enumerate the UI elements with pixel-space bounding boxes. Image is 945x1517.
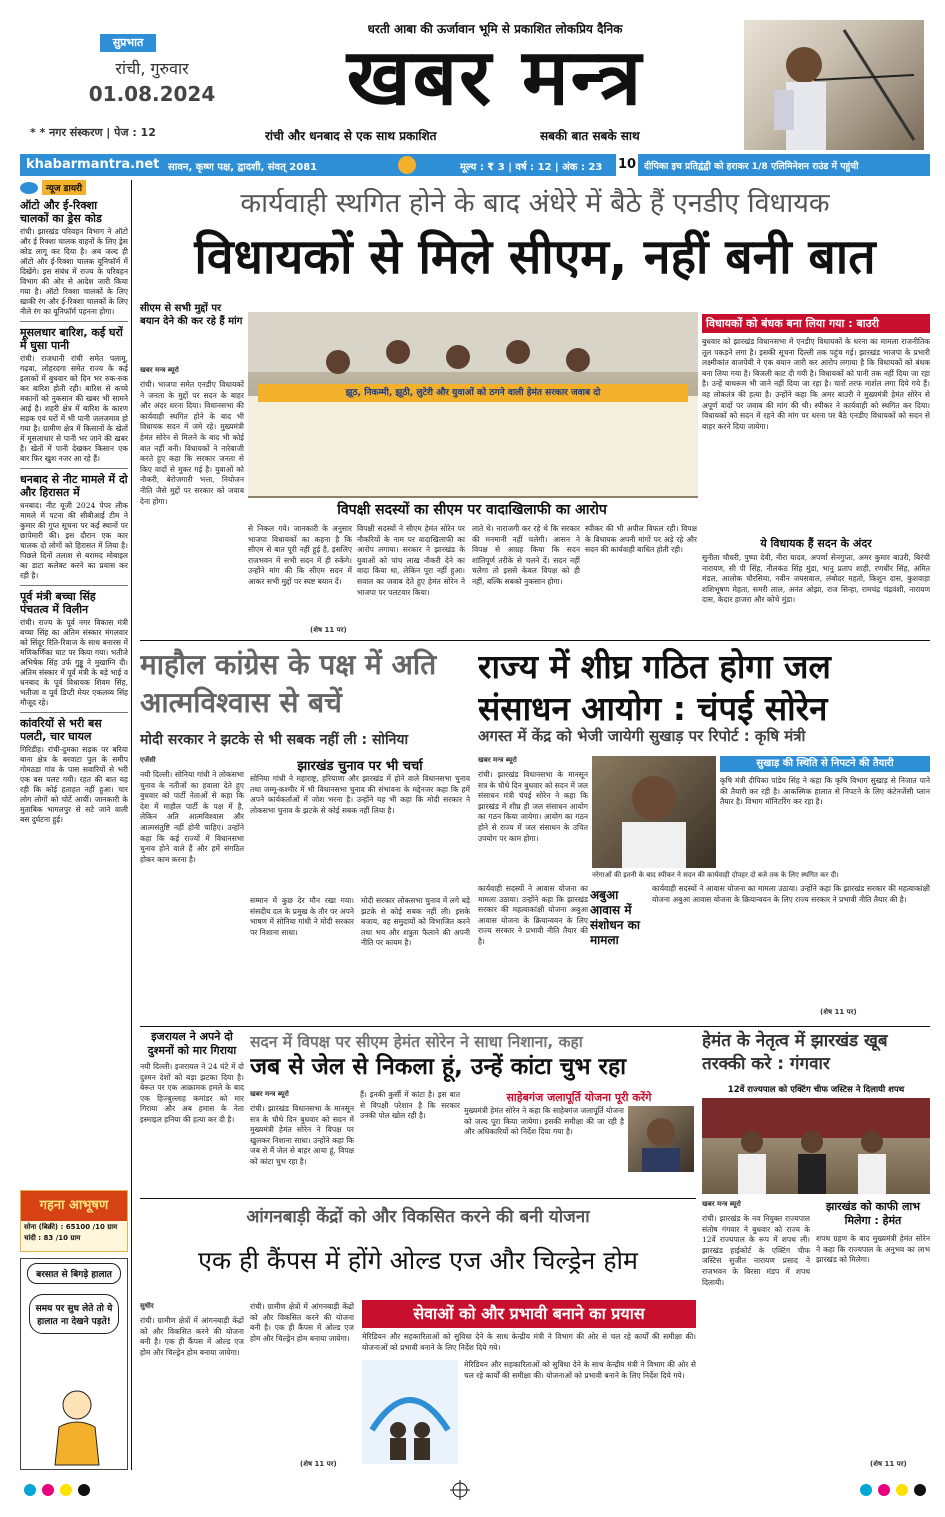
water-continue: (शेष 11 पर) [820, 1008, 857, 1016]
congress-headline: माहौल कांग्रेस के पक्ष में अति आत्मविश्वास से बचें [140, 648, 437, 719]
water-deck: अगस्त में केंद्र को भेजी जायेगी सुखाड़ पर रिपोर्ट : कृषि मंत्री [478, 727, 806, 745]
congress-body-col2: सम्मान में कुछ देर मौन रखा गया। संसदीय दल के प्रमुख के तौर पर अपने भाषण में सोनिया गांधी ने मोदी सरकार पर निशाना साधा। [250, 896, 354, 937]
gold-rate: सोना (बिक्री) : 65100 /10 ग्राम [24, 1223, 118, 1231]
congress-deck: मोदी सरकार ने झटके से भी सबक नहीं ली : सोनिया [140, 732, 409, 748]
oath-caption: 12वें राज्यपाल को एक्टिंग चीफ जस्टिस ने दिलायी शपथ [727, 1085, 905, 1095]
archer-photo [744, 20, 924, 150]
jewellery-ad [20, 1190, 128, 1252]
sahebganj-subhead: साहेबगंज जलापूर्ति योजना पूरी करेंगे [506, 1091, 652, 1104]
lead-continue: (शेष 11 पर) [310, 626, 347, 634]
hemant-body-col2: हैं। इनकी कुर्सी में कांटा है। इस बात से विपक्षी परेशान है कि सरकार उनकी पोल खोल रही है। [360, 1090, 460, 1121]
lead-body-col4: लाते थे। नाराजगी कर रहे थे कि सरकार की मनमानी नहीं चलेगी। आसन ने विपक्ष से आग्रह किया कि सदन शांतिपूर्ण तरीके से चलने दें। सदन नहीं चलेगा तो इससे केवल विपक्ष को ही नहीं, बल्कि सबको नुकसान होगा। [472, 524, 580, 586]
hemant-byline: खबर मन्त्र ब्यूरो [250, 1090, 289, 1098]
seva-body: मेरिडियन और सहकारिताओं को सुविधा देने के साथ केन्द्रीय मंत्री ने विभाग की ओर से चल रहे कार्यों की समीक्षा की। योजनाओं को प्रभावी बनाने के लिए निर्देश दिये गये। [362, 1332, 696, 1352]
ad-title: गहना आभूषण [21, 1191, 127, 1221]
ticker: दीपिका इच प्रतिद्वंद्वी को हराकर 1/8 एलिमिनेशन राउंड में पहुंची [644, 161, 859, 172]
protest-banner: झूठ, निकम्मी, झूठी, लुटेरी और युवाओं को ठगने वाली हेमंत सरकार जवाब दो [258, 384, 688, 402]
silver-rate: चांदी : 83 /10 ग्राम [24, 1234, 81, 1242]
oath-photo [702, 1098, 930, 1194]
anganwadi-continue: (शेष 11 पर) [300, 1460, 337, 1468]
tagline-bottom-left: रांची और धनबाद से एक साथ प्रकाशित [265, 129, 437, 143]
anganwadi-body-col1: रांची। ग्रामीण क्षेत्रों में आंगनबाड़ी केंद्रों को और विकसित करने की योजना बनी है। एक ही कैंपस में ओल्ड एज होम और चिल्ड्रेन होम बनाया जायेगा। [140, 1316, 244, 1357]
anganwadi-byline: सुधीर [140, 1302, 154, 1310]
sidebar-story: पूर्व मंत्री बच्चा सिंह पंचतत्व में विलीन रांची। राज्य के पूर्व नगर विकास मंत्री बच्चा सिंह का अंतिम संस्कार मंगलवार को सिंदूर रिति-रिवाज के साथ बनारस में मणिकर्णिका घाट पर किया गया। भतीजे अभिषेक सिंह उर्फ गुड्डू ने मुखाग्नि दी। अंतिम संस्कार में पूर्व मंत्री के बड़े भाई व धनबाद के पूर्व विधायक शिवम सिंह, भतीजा व पूर्व डिप्टी मेयर एकलव्य सिंह मौजूद रहे। [20, 585, 128, 708]
sahebganj-body: मुख्यमंत्री हेमंत सोरेन ने कहा कि साहेबगंज जलापूर्ति योजना को जल्द पूरा किया जायेगा। इसकी समीक्षा की जा रही है और अधिकारियों को निर्देश दिया गया है। [464, 1106, 624, 1137]
sidebar-story: मूसलधार बारिश, कई घरों में घुसा पानी रांची। राजधानी रांची समेत पलामू, गढ़वा, लोहरदगा समेत राज्य के कई इलाकों में बुधवार को दिन भर रुक-रुक कर बारिश होती रही। बारिश से कच्चे मकानों को नुकसान की खबर भी सामने आई है। शहरी क्षेत्र में बारिश के कारण सड़क एवं घरों में भी पानी जलजमाव हो गया है। ग्रामीण क्षेत्र में किसानों के खेतों में मूसलाधार से पानी भर जाने की खबर है। खेतों में पानी देखकर किसान एक बार फिर खुश नजर आ रहे हैं। [20, 321, 128, 464]
masthead [0, 0, 945, 152]
hemant-headline: जब से जेल से निकला हूं, उन्हें कांटा चुभ रहा [250, 1054, 627, 1080]
protest-photo [248, 312, 698, 498]
water-byline: खबर मन्त्र ब्यूरो [478, 756, 517, 764]
tagline-top: धरती आबा की ऊर्जावान भूमि से प्रकाशित लोकप्रिय दैनिक [367, 22, 623, 36]
lead-kicker: कार्यवाही स्थगित होने के बाद अंधेरे में बैठे हैं एनडीए विधायक [240, 188, 830, 219]
champai-photo [592, 756, 716, 868]
water-headline: राज्य में शीघ्र गठित होगा जल संसाधन आयोग : चंपई सोरेन [478, 647, 831, 728]
website-link[interactable]: khabarmantra.net [26, 157, 160, 172]
anganwadi-headline: एक ही कैंपस में होंगे ओल्ड एज और चिल्ड्रेन होम [198, 1246, 638, 1275]
lead-photo-subhead: विपक्षी सदस्यों का सीएम पर वादाखिलाफी का आरोप [337, 502, 607, 518]
congress-byline: एजेंसी [140, 756, 156, 764]
gangwar-box-body: शपथ ग्रहण के बाद मुख्यमंत्री हेमंत सोरेन ने कहा कि राज्यपाल के अनुभव का लाभ झारखंड को मिलेगा। [816, 1234, 930, 1265]
cartoon-figure-icon [47, 1387, 107, 1467]
congress-subbody: सोनिया गांधी ने महाराष्ट्र, हरियाणा और झारखंड में होने वाले विधानसभा चुनाव तथा जम्मू-कश्मीर में भी विधानसभा चुनाव की संभावना के मद्देनजर कहा कि हमें अपने कार्यकर्ताओं में जोश भरना है। उन्होंने यह भी कहा कि मोदी सरकार ने लोकसभा चुनाव के झटके से कोई सबक नहीं लिया है। [250, 774, 470, 815]
israel-head: इजरायल ने अपने दो दुश्मनों को मार गिराया [147, 1030, 237, 1057]
cartoon [20, 1258, 128, 1470]
hemant-body-col1: रांची। झारखंड विधानसभा के मानसून सत्र के चौथे दिन बुधवार को सदन में मुख्यमंत्री हेमंत सोरेन ने विपक्ष पर खुलकर निशाना साधा। उन्होंने कहा कि जब से मैं जेल से बाहर आया हूं, विपक्ष को कांटा चुभ रहा है। [250, 1104, 354, 1166]
hemant-photo [628, 1106, 694, 1172]
lead-byline: खबर मन्त्र ब्यूरो [140, 366, 179, 374]
gangwar-byline: खबर मन्त्र ब्यूरो [702, 1200, 741, 1208]
cartoon-caption: बरसात से बिगड़े हालात [27, 1263, 121, 1284]
gangwar-continue: (शेष 11 पर) [870, 1460, 907, 1468]
lead-pull-quote: सीएम से सभी मुद्दों पर बयान देने की कर रहे हैं मांग [140, 303, 243, 327]
edition-tag: सुप्रभात [100, 34, 156, 52]
lead-body-col5: स्पीकर की भी अपील विफल रही। विपक्ष के विधायक अपनी मांगों पर अड़े रहे और सदन की कार्यवाही बाधित होती रही। [585, 524, 697, 555]
logo-badge [398, 156, 416, 174]
lead-body-col3: विपक्षी सदस्यों ने सीएम हेमंत सोरेन पर नौकरियों के नाम पर वादाखिलाफी का आरोप लगाया। सरकार ने झारखंड के युवाओं को पांच लाख नौकरी देने का वादा किया था, लेकिन पूरा नहीं हुआ। सवाल का जवाब देते हुए हेमंत सोरेन ने भाजपा पर पलटवार किया। [357, 524, 465, 597]
bandhak-box-body: बुधवार को झारखंड विधानसभा में एनडीए विधायकों के धरना का मामला राजनीतिक तूल पकड़ने लगा है। इसकी सूचना दिल्ली तक पहुंच गई। झारखंड भाजपा के प्रभारी लक्ष्मीकांत वाजपेयी ने एक बयान जारी कर आरोप लगाया है कि विधायकों को बंधक बना लिया गया है। बिजली काट दी गयी है। विधायकों को पानी तक नहीं दिया जा रहा है। उन्हें बाथरूम भी जाने नहीं दिया जा रहा है। चारों तरफ मार्शल लगा दिये गये हैं। वह लोकतंत्र की हत्या है। उन्होंने कहा कि अमर बाउरी ने मुख्यमंत्री हेमंत सोरेन से अपूर्ण वादों पर जवाब की मांग की थी। स्पीकर ने कार्यवाही को स्थगित कर दिया। विधायकों को सदन में रहने की मांग पर धरना पर बैठे एनडीए विधायकों को सदन से बाहर करने दिया जायेगा। [702, 337, 930, 431]
seva-graphic [362, 1360, 458, 1464]
info-strip [20, 154, 930, 176]
registration-marks [20, 1480, 930, 1500]
panchang: सावन, कृष्ण पक्ष, द्वादशी, संवत् 2081 [168, 162, 318, 173]
water-body-col3: कार्यवाही सदस्यों ने आवास योजना का मामला उठाया। उन्होंने कहा कि झारखंड सरकार की महत्वाकांक्षी योजना अबुआ आवास योजना के क्रियान्वयन के लिए राज्य सरकार ने प्रभावी नीति तैयार की है। [478, 884, 588, 946]
anganwadi-headline-top: आंगनबाड़ी केंद्रों को और विकसित करने की बनी योजना [246, 1207, 590, 1227]
sidebar-label: न्यूज डायरी [20, 180, 128, 195]
congress-body-col1: नयी दिल्ली। सोनिया गांधी ने लोकसभा चुनाव के नतीजों का हवाला देते हुए बुधवार को पार्टी नेताओं से कहा कि देश में माहौल पार्टी के पक्ष में है, लेकिन अति आत्मविश्वास और आत्मसंतुष्टि नहीं होनी चाहिए। उन्होंने कहा कि कई राज्यों में विधानसभा चुनाव होने वाले हैं और हमें संगठित होकर काम करना है। [140, 770, 244, 864]
anganwadi-body-col2: रांची। ग्रामीण क्षेत्रों में आंगनबाड़ी केंद्रों को और विकसित करने की योजना बनी है। एक ही कैंपस में ओल्ड एज होम और चिल्ड्रेन होम बनाया जायेगा। [250, 1302, 354, 1343]
bandhak-box-head: विधायकों को बंधक बना लिया गया : बाउरी [702, 314, 930, 333]
sanskaran: * * नगर संस्करण | पेज : 12 [30, 126, 156, 139]
water-body-col2: कृषि मंत्री दीपिका पांडेय सिंह ने कहा कि कृषि विभाग सुखाड़ से निजात पाने की तैयारी कर रही है। आकस्मिक हालात से निपटने के लिए कंटेनजेंसी प्लान तैयार है। विभाग मॉनिटरिंग कर रहा है। [720, 776, 930, 807]
city-day: रांची, गुरुवार [115, 59, 189, 78]
newspaper-title: खबर मन्त्र [346, 33, 644, 123]
water-body-col4: कार्यवाही सदस्यों ने आवास योजना का मामला उठाया। उन्होंने कहा कि झारखंड सरकार की महत्वाकांक्षी योजना अबुआ आवास योजना के क्रियान्वयन के लिए राज्य सरकार ने प्रभावी नीति तैयार की है। [652, 884, 930, 904]
sidebar-story: ऑटो और ई-रिक्शा चालकों का ड्रेस कोड रांची। झारखंड परिवहन विभाग ने ऑटो और ई रिक्शा चालक वाहनों के लिए ड्रेस कोड लागू कर दिया है। अब जल्द ही ऑटो और ई-रिक्शा चालक यूनिफॉर्म में दिखेंगे। इस संबंध में राज्य के परिवहन विभाग की ओर से आदेश जारी किया गया है। ऑटो रिक्शा चालकों के लिए खाकी रंग और ई-रिक्शा चालकों के लिए नीले रंग का यूनिफॉर्म पहनना होगा। [20, 199, 128, 316]
price-info: मूल्य : ₹ 3 | वर्ष : 12 | अंक : 23 [460, 162, 603, 173]
seva-body-col2: मेरिडियन और सहकारिताओं को सुविधा देने के साथ केन्द्रीय मंत्री ने विभाग की ओर से चल रहे कार्यों की समीक्षा की। योजनाओं को प्रभावी बनाने के लिए निर्देश दिये गये। [464, 1360, 696, 1380]
abua-label: अबुआ आवास में संशोधन का मामला [590, 888, 640, 947]
sukhad-box-label: सुखाड़ की स्थिति से निपटने की तैयारी [720, 756, 930, 772]
gangwar-box-head: झारखंड को काफी लाभ मिलेगा : हेमंत [826, 1200, 920, 1227]
congress-body-col3: मोदी सरकार लोकसभा चुनाव में लगे बड़े झटके से कोई सबक नहीं ली। इसके बजाय, वह समुदायों को विभाजित करने तथा भय और शत्रुता फैलाने की अपनी नीति पर कायम है। [361, 896, 470, 948]
sidebar-story: धनबाद से नीट मामले में दो और हिरासत में धनबाद। नीट यूजी 2024 पेपर लीक मामले में पटना की सीबीआई टीम ने कुमार की गुप्त सूचना पर कई स्थानों पर छापेमारी की। इस दौरान एक कार चालक दो लोगों को हिरासत में लिया है। पिछले दिनों तलाश से बरामद मोबाइल का डाटा कलेक्ट करने का प्रयास कर रही है। [20, 468, 128, 581]
gangwar-body: रांची। झारखंड के नव नियुक्त राज्यपाल संतोष गंगवार ने बुधवार को राज्य के 12वें राज्यपाल के रूप में शपथ ली। झारखंड हाईकोर्ट के एक्टिंग चीफ जस्टिस सुजीत नारायण प्रसाद ने राजभवन के बिरसा मंडप में शपथ दिलायी। [702, 1214, 810, 1287]
water-photo-caption: नरेगाओं की इतनी के बाद स्पीकर ने सदन की कार्यवाही दोपहर दो बजे तक के लिए स्थगित कर दी। [592, 871, 839, 879]
lead-body-col2: से निकल गये। जानकारी के अनुसार भाजपा विधायकों का कहना है कि सीएम से बात पूरी नहीं हुई है, इसलिए राजभवन में सभी सदन में ही रुकेंगे। उन्होंने मांग की कि सीएम सदन में आकर सभी मुद्दों पर स्पष्ट बयान दें। [248, 524, 352, 586]
lead-headline: विधायकों से मिले सीएम, नहीं बनी बात [194, 229, 876, 285]
bandhak-box [702, 314, 930, 636]
tagline-bottom-right: सबकी बात सबके साथ [540, 129, 640, 143]
gangwar-headline: हेमंत के नेतृत्व में झारखंड खूब तरक्की करे : गंगवार [702, 1031, 888, 1074]
water-body-col1: रांची। झारखंड विधानसभा के मानसून सत्र के चौथे दिन बुधवार को सदन में जल संसाधन मंत्री चंपई सोरेन ने कहा कि झारखंड में शीघ्र ही जल संसाधन आयोग का गठन किया जायेगा। आयोग का गठन होने से राज्य में जल संसाधन के उचित उपयोग पर काम होगा। [478, 770, 588, 843]
mla-list-head: ये विधायक हैं सदन के अंदर [760, 537, 872, 550]
lead-body-col1: रांची। भाजपा समेत एनडीए विधायकों ने जनता के मुद्दों पर सदन के बाहर और अंदर धरना दिया। विधानसभा की कार्यवाही स्थगित होने के बाद भी विधायक सदन में जमे रहे। मुख्यमंत्री हेमंत सोरेन से मिलने के बाद भी कोई बात नहीं बनी। विधायकों ने नारेबाजी करते हुए कहा कि सरकार जनता से किए वादों से मुकर गई है। युवाओं को नौकरी, बेरोजगारी भत्ता, नियोजन नीति जैसे मुद्दों पर सरकार को जवाब देना होगा। [140, 380, 244, 506]
issue-date: 01.08.2024 [88, 82, 216, 106]
news-diary-icon [20, 182, 38, 194]
mla-list-body: सुनीता चौधरी, पुष्पा देवी, नीरा यादव, अपर्णा सेनगुप्ता, अमर कुमार बाउरी, बिरंची नारायण, सी पी सिंह, नीलकंठ सिंह मुंडा, भानु प्रताप शाही, रणधीर सिंह, अमित मंडल, आलोक चौरसिया, नवीन जयसवाल, लंबोदर महतो, किशुन दास, कुशवाहा शशिभूषण मेहता, समरी लाल, अनंत ओझा, राज सिन्हा, रामचंद्र चंद्रवंशी, नारायण दास, केदार हाजरा और कोचे मुंडा। [702, 553, 930, 605]
page-number: 10 [616, 154, 638, 176]
sidebar-story: कांवरियों से भरी बस पलटी, चार घायल गिरिडीह। रांची-दुमका सड़क पर बरिया बाना क्षेत्र के बरवाटा पुल के समीप गोमठडा गांव के पास सवारियों से भरी एक बस पलट गयी। रहत की बात यह रही कि कोई हताहत नहीं हुआ। चार लोग लोगों को चोटें आयीं। जानकारी के मुताबिक भागलपुर से सटे जाने वाली बस दुर्घटना हुई। [20, 712, 128, 825]
hemant-headline-top: सदन में विपक्ष पर सीएम हेमंत सोरेन ने साधा निशाना, कहा [250, 1033, 583, 1051]
cartoon-bubble: समय पर सुध लेते तो ये हालात ना देखने पड़ते! [29, 1294, 119, 1334]
congress-subhead: झारखंड चुनाव पर भी चर्चा [297, 759, 423, 774]
israel-body: नयी दिल्ली। इजरायल ने 24 घंटे में दो दुश्मन देशों को बड़ा झटका दिया है। बेरूत पर एक आक्रामक हमले के बाद एक हिज्बुल्लाह कमांडर को मार गिराया और अब हमास के नेता इस्माइल हनिया की हत्या कर दी है। [140, 1062, 244, 1124]
seva-headline: सेवाओं को और प्रभावी बनाने का प्रयास [362, 1300, 696, 1328]
